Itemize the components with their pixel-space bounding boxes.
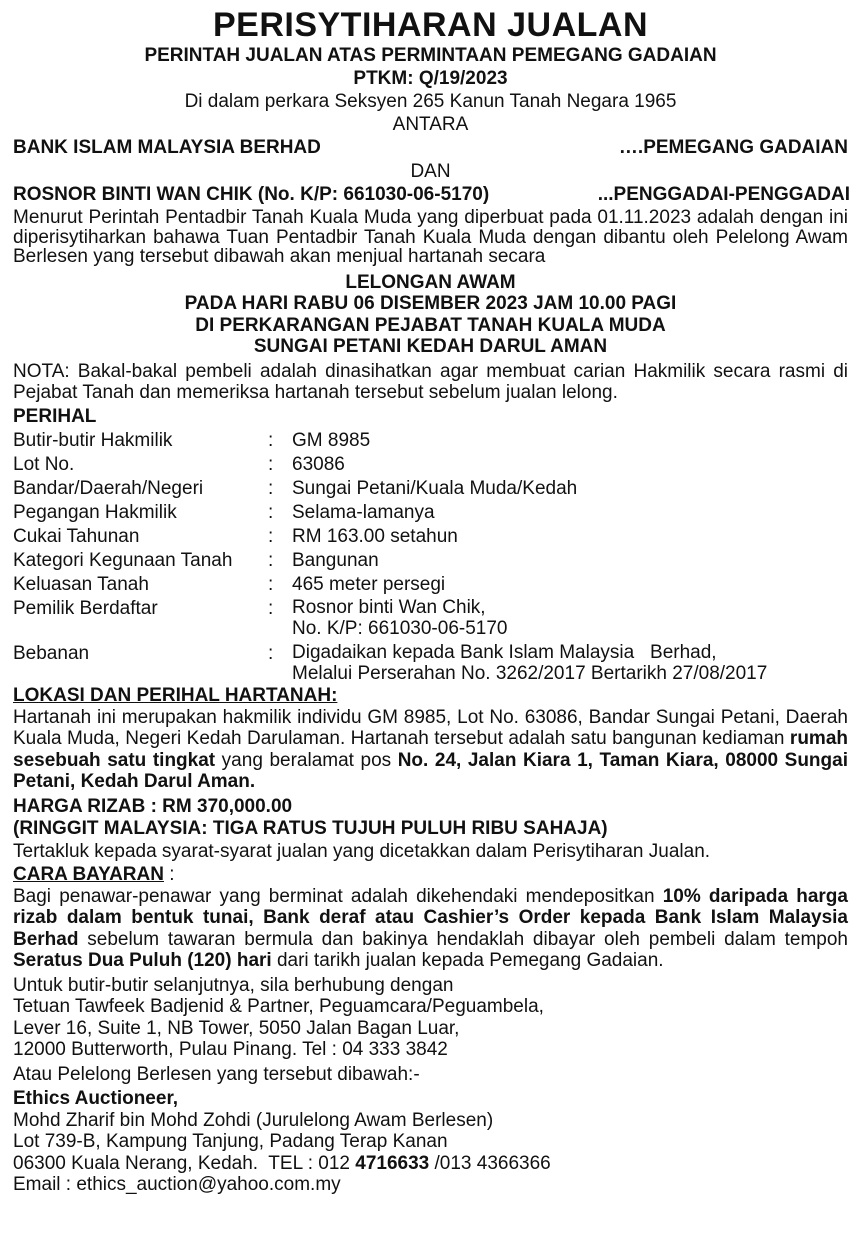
chargor-role: ...PENGGADAI-PENGGADAI (597, 184, 850, 205)
perihal-value: GM 8985 (292, 429, 371, 451)
perihal-sep: : (268, 549, 274, 571)
auction-line-1: LELONGAN AWAM (345, 271, 516, 293)
auction-details (13, 272, 848, 358)
auction-line-3: DI PERKARANGAN PEJABAT TANAH KUALA MUDA (195, 314, 666, 336)
payment-heading-row (13, 863, 848, 886)
perihal-label: Bebanan (13, 642, 90, 664)
act-reference: Di dalam perkara Seksyen 265 Kanun Tanah Negara 1965 (184, 91, 677, 112)
antara-label: ANTARA (392, 114, 469, 135)
lokasi-text-2: yang beralamat pos (215, 749, 398, 771)
perihal-label: Keluasan Tanah (13, 573, 149, 595)
owner-ic: No. K/P: 661030-06-5170 (292, 617, 508, 639)
payment-bold-2: Seratus Dua Puluh (120) hari (13, 950, 272, 971)
auctioneer-name: Ethics Auctioneer, (13, 1088, 179, 1109)
auctioneer-intro: Atau Pelelong Berlesen yang tersebut dibawah:- (13, 1063, 420, 1085)
reserve-price-note: Tertakluk kepada syarat-syarat jualan yang dicetakkan dalam Perisytiharan Jualan. (13, 840, 711, 862)
lokasi-text-1: Hartanah ini merupakan hakmilik individu GM 8985, Lot No. 63086, Bandar Sungai Petani, Daerah Kuala Muda, Negeri Kedah Darulaman. Hartanah tersebut adalah satu bangunan kediaman (13, 706, 848, 749)
perihal-label: Pegangan Hakmilik (13, 501, 177, 523)
auction-line-2: PADA HARI RABU 06 DISEMBER 2023 JAM 10.00 PAGI (184, 293, 677, 314)
payment-text-2: sebelum tawaran bermula dan bakinya hendaklah dibayar oleh pembeli dalam tempoh (78, 928, 848, 950)
lokasi-bold-1: rumah sesebuah satu tingkat (13, 728, 848, 771)
notice-subtitle: PERINTAH JUALAN ATAS PERMINTAAN PEMEGANG GADAIAN (144, 45, 717, 66)
owner-name: Rosnor binti Wan Chik, (292, 596, 486, 618)
auctioneer-email: Email : ethics_auction@yahoo.com.my (13, 1174, 341, 1195)
perihal-value: Selama-lamanya (292, 501, 435, 523)
notice-title: PERISYTIHARAN JUALAN (212, 6, 649, 44)
lokasi-bold-2: No. 24, Jalan Kiara 1, Taman Kiara, 08000 Sungai Petani, Kedah Darul Aman. (13, 749, 848, 792)
payment-bold-1: 10% daripada harga rizab dalam bentuk tunai, Bank deraf atau Cashier’s Order kepada Bank Islam Malaysia Berhad (13, 885, 848, 950)
party-chargee-row (13, 136, 848, 160)
contact-block (13, 975, 848, 1196)
auction-line-4: SUNGAI PETANI KEDAH DARUL AMAN (253, 336, 608, 357)
perihal-label: Bandar/Daerah/Negeri (13, 477, 204, 499)
perihal-sep: : (268, 573, 274, 595)
perihal-value: 63086 (292, 453, 345, 475)
intro-paragraph: Menurut Perintah Pentadbir Tanah Kuala Muda yang diperbuat pada 01.11.2023 adalah dengan ini diperisytiharkan bahawa Tuan Pentadbir Tanah Kuala Muda dengan dibantu oleh Pelelong Awam Berlesen yang tersebut dibawah akan menjual hartanah secara (13, 207, 848, 267)
perihal-sep: : (268, 501, 274, 523)
perihal-sep: : (268, 597, 274, 619)
perihal-value: Sungai Petani/Kuala Muda/Kedah (292, 477, 578, 499)
perihal-label: Kategori Kegunaan Tanah (13, 549, 233, 571)
perihal-value (292, 642, 848, 684)
auctioneer-address-1: Lot 739-B, Kampung Tanjung, Padang Terap Kanan (13, 1131, 448, 1152)
encumbrance-1: Digadaikan kepada Bank Islam Malaysia Berhad, (292, 641, 717, 663)
reserve-price-words: (RINGGIT MALAYSIA: TIGA RATUS TUJUH PULUH RIBU SAHAJA) (13, 817, 608, 839)
payment-heading-colon: : (163, 863, 175, 885)
perihal-value: RM 163.00 setahun (292, 525, 458, 547)
auctioneer-person: Mohd Zharif bin Mohd Zohdi (Jurulelong Awam Berlesen) (13, 1109, 494, 1131)
encumbrance-2: Melalui Perserahan No. 3262/2017 Bertarikh 27/08/2017 (292, 662, 768, 684)
lawyer-address-1: Lever 16, Suite 1, NB Tower, 5050 Jalan Bagan Luar, (13, 1017, 460, 1039)
auctioneer-tel-bold: 4716633 (355, 1152, 430, 1174)
ptkm-number: PTKM: Q/19/2023 (353, 68, 508, 89)
auctioneer-tel-suffix: /013 4366366 (429, 1152, 551, 1174)
auctioneer-address-2 (13, 1153, 848, 1175)
reserve-price: HARGA RIZAB : RM 370,000.00 (13, 795, 293, 817)
lawyer-address-2: 12000 Butterworth, Pulau Pinang. Tel : 04 333 3842 (13, 1039, 448, 1060)
perihal-table (13, 429, 848, 684)
chargor-name: ROSNOR BINTI WAN CHIK (No. K/P: 661030-06-5170) (13, 184, 490, 205)
chargee-name: BANK ISLAM MALAYSIA BERHAD (13, 137, 321, 158)
nota-paragraph: NOTA: Bakal-bakal pembeli adalah dinasihatkan agar membuat carian Hakmilik secara rasmi di Pejabat Tanah dan memeriksa hartanah tersebut sebelum jualan lelong. (13, 360, 848, 403)
perihal-label: Butir-butir Hakmilik (13, 429, 173, 451)
perihal-label: Lot No. (13, 453, 75, 475)
payment-heading: CARA BAYARAN (13, 863, 164, 885)
perihal-label: Pemilik Berdaftar (13, 597, 158, 619)
lokasi-paragraph (13, 707, 848, 793)
sale-notice (13, 6, 848, 1196)
perihal-sep: : (268, 525, 274, 547)
lokasi-heading: LOKASI DAN PERIHAL HARTANAH: (13, 684, 338, 706)
perihal-sep: : (268, 429, 274, 451)
payment-text-3: dari tarikh jualan kepada Pemegang Gadaian. (271, 950, 664, 971)
auctioneer-tel-prefix: 06300 Kuala Nerang, Kedah. TEL : 012 (13, 1152, 356, 1174)
chargee-role: ….PEMEGANG GADAIAN (618, 137, 848, 158)
perihal-value: 465 meter persegi (292, 573, 446, 595)
dan-label: DAN (410, 161, 451, 182)
perihal-value (292, 597, 848, 639)
payment-text-1: Bagi penawar-penawar yang berminat adalah dikehendaki mendepositkan (13, 885, 663, 907)
perihal-sep: : (268, 642, 274, 664)
perihal-heading: PERIHAL (13, 405, 97, 427)
perihal-value: Bangunan (292, 549, 379, 571)
perihal-sep: : (268, 477, 274, 499)
lawyer-firm: Tetuan Tawfeek Badjenid & Partner, Peguamcara/Peguambela, (13, 996, 544, 1017)
payment-paragraph (13, 886, 848, 972)
party-chargor-row (13, 183, 848, 207)
contact-intro: Untuk butir-butir selanjutnya, sila berhubung dengan (13, 974, 454, 996)
perihal-label: Cukai Tahunan (13, 525, 140, 547)
perihal-sep: : (268, 453, 274, 475)
